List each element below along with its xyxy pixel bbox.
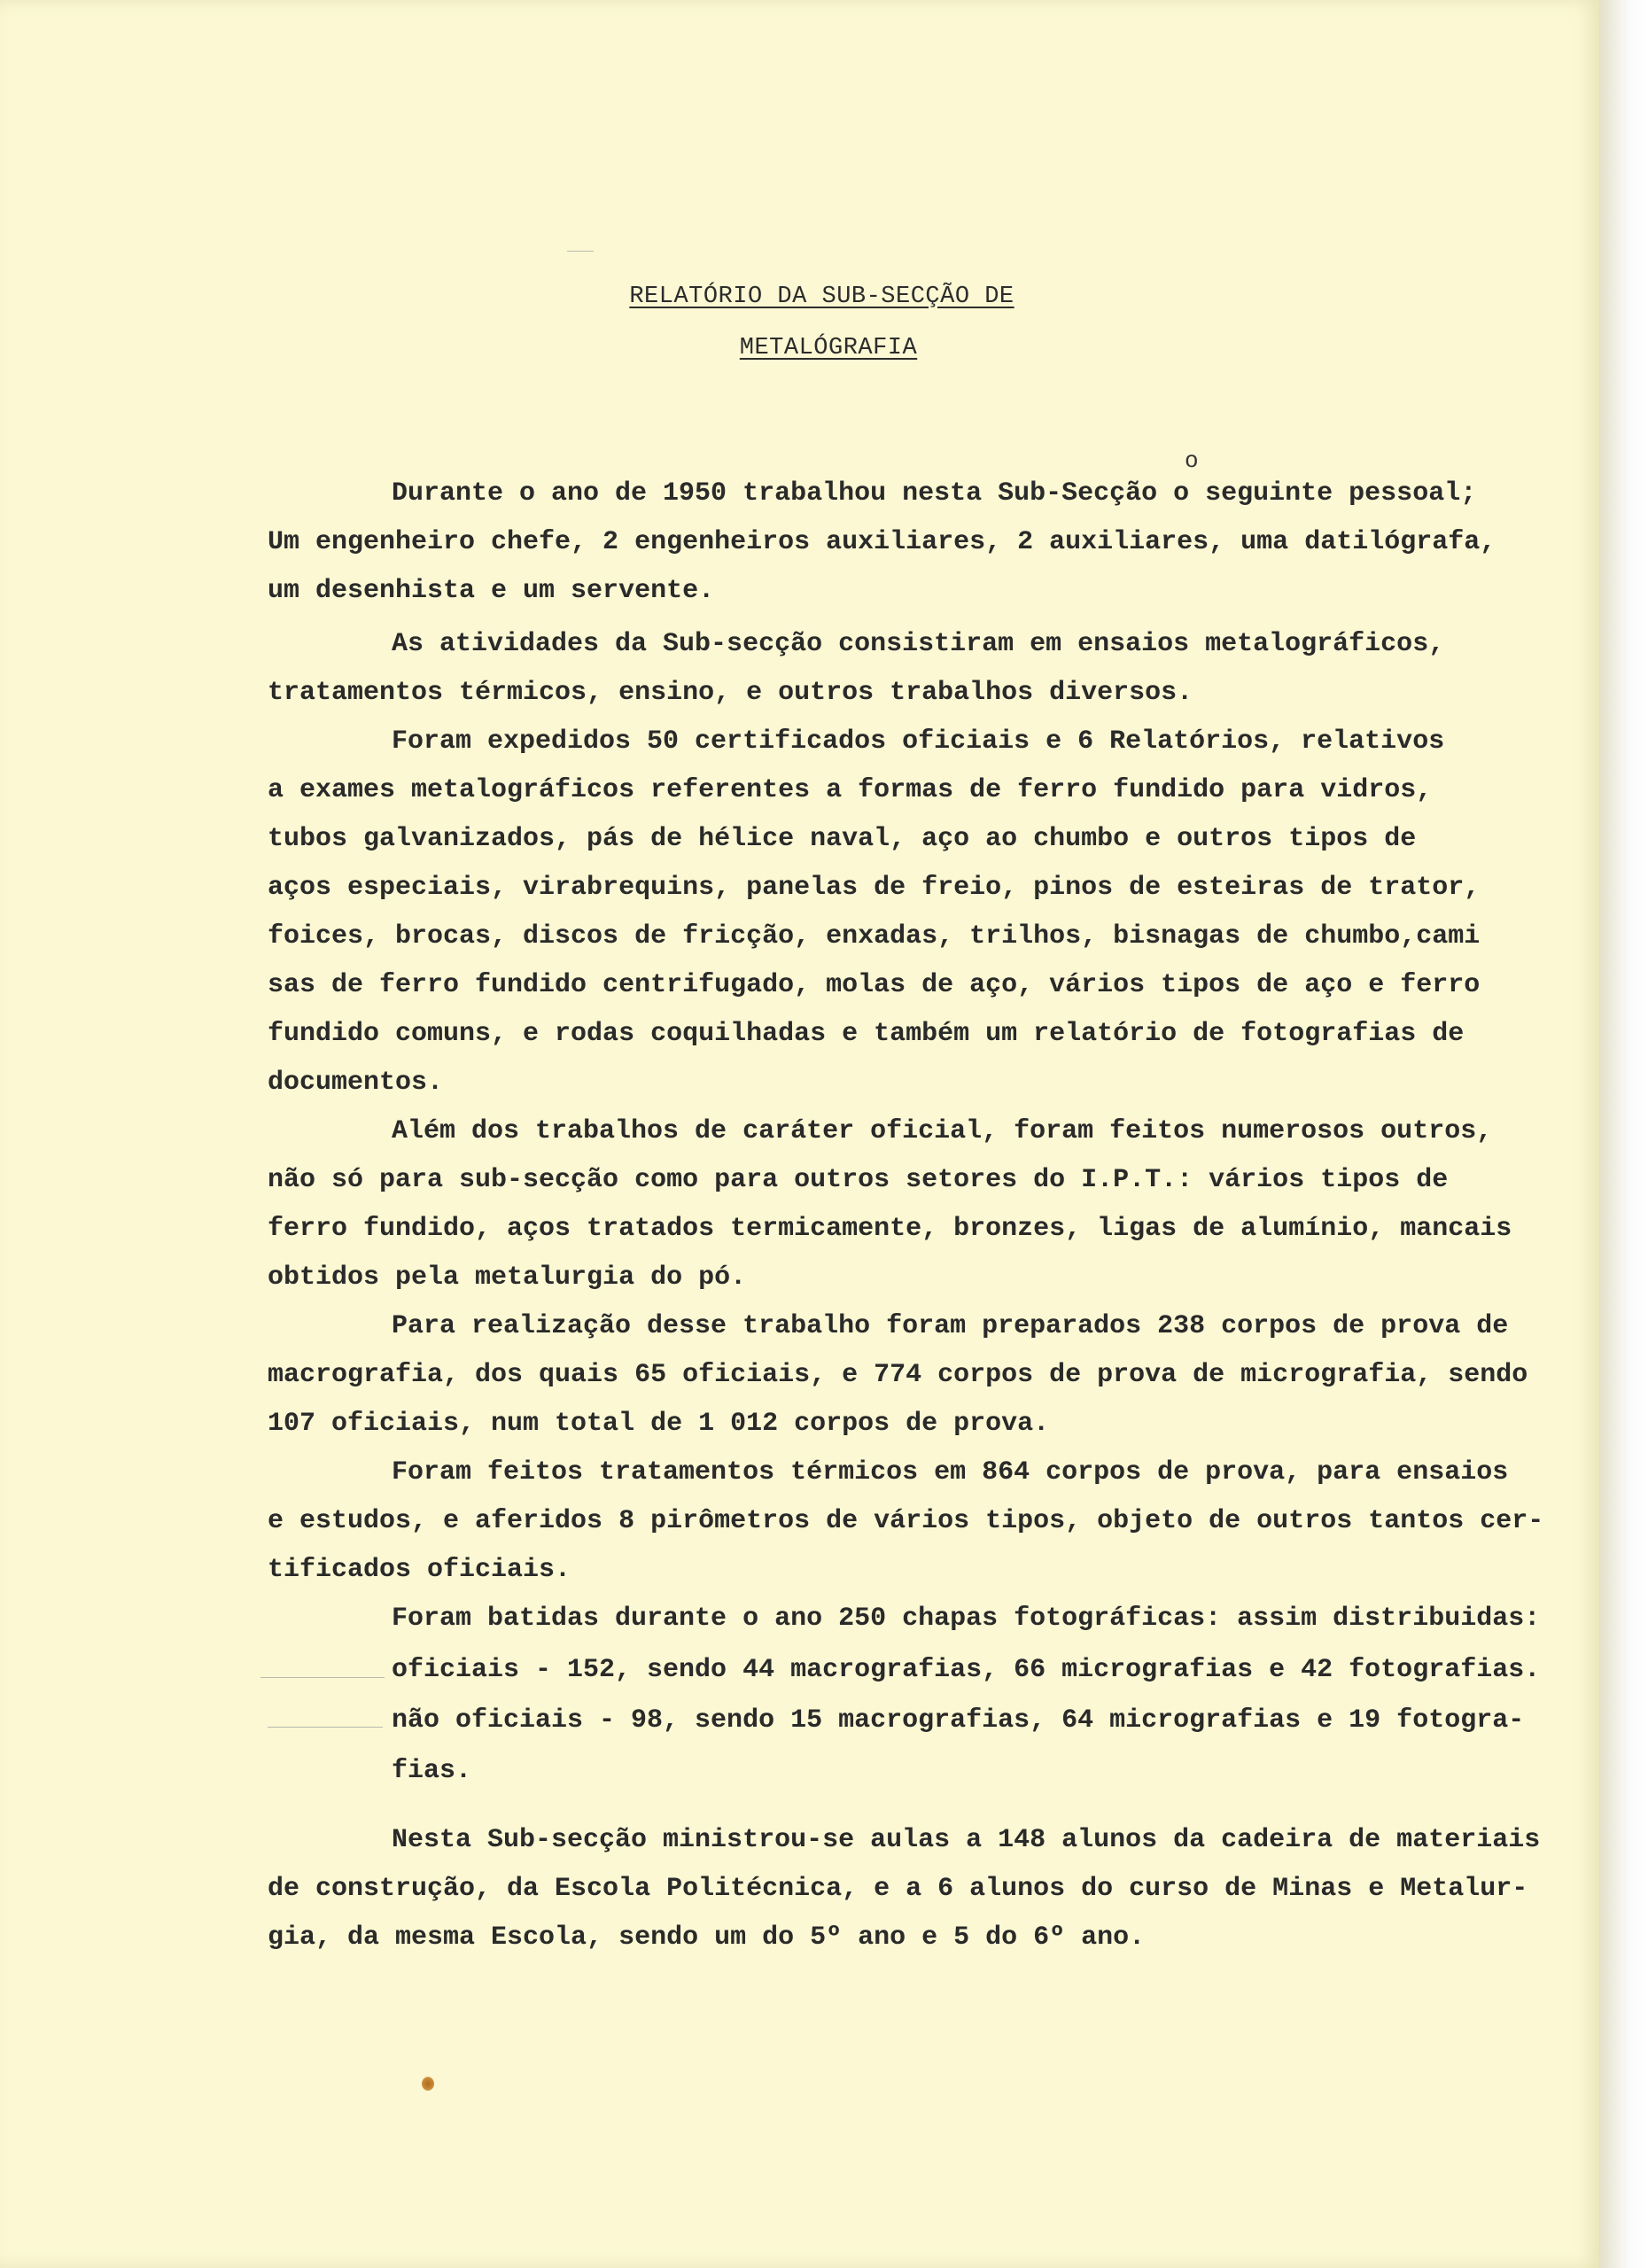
text-line: Durante o ano de 1950 trabalhou nesta Sub-Secção o seguinte pessoal; (392, 478, 1477, 509)
text-line: Foram batidas durante o ano 250 chapas fotográficas: assim distribuidas: (392, 1604, 1541, 1634)
text-line: não só para sub-secção como para outros setores do I.P.T.: vários tipos de (268, 1165, 1449, 1195)
text-line: sas de ferro fundido centrifugado, molas de aço, vários tipos de aço e ferro (268, 970, 1481, 1000)
pencil-mark (268, 1727, 383, 1728)
text-line: macrografia, dos quais 65 oficiais, e 774 corpos de prova de micrografia, sendo (268, 1360, 1528, 1390)
title-line-2: METALÓGRAFIA (739, 335, 918, 361)
text-line: tubos galvanizados, pás de hélice naval, aço ao chumbo e outros tipos de (268, 824, 1417, 854)
text-line: aços especiais, virabrequins, panelas de freio, pinos de esteiras de trator, (268, 873, 1481, 903)
text-line: tratamentos térmicos, ensino, e outros trabalhos diversos. (268, 678, 1193, 708)
pencil-mark (567, 251, 594, 252)
handwritten-correction: o (1185, 447, 1199, 474)
text-line: ferro fundido, aços tratados termicamente, bronzes, ligas de alumínio, mancais (268, 1214, 1512, 1244)
text-line: fundido comuns, e rodas coquilhadas e também um relatório de fotografias de (268, 1019, 1465, 1049)
text-line: oficiais - 152, sendo 44 macrografias, 66 micrografias e 42 fotografias. (392, 1655, 1541, 1685)
text-line: gia, da mesma Escola, sendo um do 5º ano e 5 do 6º ano. (268, 1922, 1146, 1953)
text-line: fias. (392, 1756, 472, 1786)
text-line: de construção, da Escola Politécnica, e a 6 alunos do curso de Minas e Metalur- (268, 1874, 1528, 1904)
text-line: 107 oficiais, num total de 1 012 corpos de prova. (268, 1409, 1050, 1439)
text-line: Um engenheiro chefe, 2 engenheiros auxiliares, 2 auxiliares, uma datilógrafa, (268, 527, 1496, 557)
title-line-1: RELATÓRIO DA SUB-SECÇÃO DE (629, 284, 1014, 310)
text-line: Além dos trabalhos de caráter oficial, foram feitos numerosos outros, (392, 1116, 1493, 1146)
rust-spot (422, 2077, 434, 2091)
text-line: documentos. (268, 1068, 444, 1098)
text-line: e estudos, e aferidos 8 pirômetros de vários tipos, objeto de outros tantos cer- (268, 1506, 1544, 1536)
text-line: Nesta Sub-secção ministrou-se aulas a 148 alunos da cadeira de materiais (392, 1825, 1541, 1855)
text-line: Foram feitos tratamentos térmicos em 864 corpos de prova, para ensaios (392, 1457, 1509, 1487)
pencil-mark (260, 1677, 385, 1678)
text-line: tificados oficiais. (268, 1555, 571, 1585)
text-line: Foram expedidos 50 certificados oficiais e 6 Relatórios, relativos (392, 726, 1445, 757)
text-line: foices, brocas, discos de fricção, enxadas, trilhos, bisnagas de chumbo,cami (268, 921, 1481, 951)
text-line: Para realização desse trabalho foram preparados 238 corpos de prova de (392, 1311, 1509, 1341)
text-line: a exames metalográficos referentes a formas de ferro fundido para vidros, (268, 775, 1433, 805)
text-line: não oficiais - 98, sendo 15 macrografias, 64 micrografias e 19 fotogra- (392, 1705, 1525, 1736)
text-line: As atividades da Sub-secção consistiram em ensaios metalográficos, (392, 629, 1445, 659)
text-line: obtidos pela metalurgia do pó. (268, 1262, 747, 1293)
text-line: um desenhista e um servente. (268, 576, 715, 606)
